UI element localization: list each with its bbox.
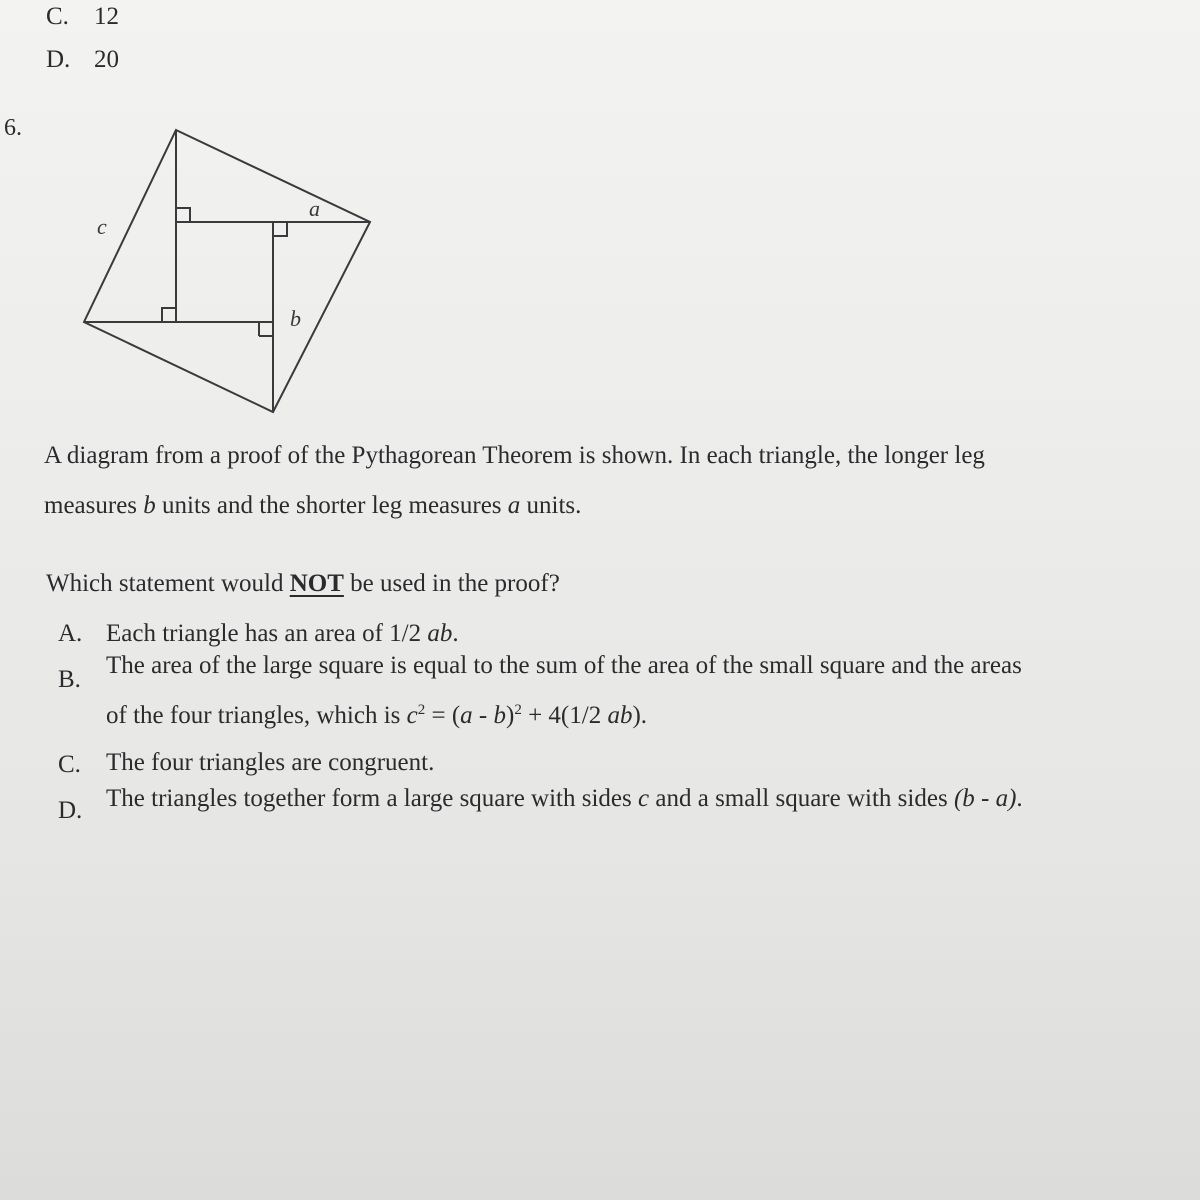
formula-text: + 4(1/2 (521, 702, 608, 729)
option-b-line-2 (106, 702, 647, 730)
option-text: . (452, 620, 459, 647)
option-text: and a small square with sides (649, 785, 954, 812)
var-c: c (406, 702, 418, 729)
formula-text: - (472, 702, 494, 729)
right-angle-mark (176, 208, 190, 222)
formula-text: ) (506, 702, 515, 729)
intro-text: units. (520, 492, 582, 519)
question-number: 6. (4, 115, 22, 141)
label-a: a (309, 196, 320, 221)
option-letter-c: C. (58, 751, 81, 778)
prompt-emphasis: NOT (289, 570, 344, 597)
option-text: of the four triangles, which is (106, 702, 407, 729)
var-ab: ab (427, 620, 453, 647)
option-text: Each triangle has an area of 1/2 (106, 620, 428, 647)
intro-text: units and the shorter leg measures (155, 492, 508, 519)
option-letter: D. (46, 46, 71, 73)
formula-text: ). (632, 702, 648, 729)
intro-line-1: A diagram from a proof of the Pythagorean Theorem is shown. In each triangle, the longer leg (44, 442, 985, 469)
label-b: b (290, 306, 301, 331)
option-b-line-1: The area of the large square is equal to the sum of the area of the small square and the areas (106, 652, 1022, 679)
var-ab: ab (607, 702, 633, 729)
option-letter: C. (46, 3, 69, 30)
label-c: c (97, 214, 107, 239)
var-a: a (507, 492, 521, 519)
option-text: The triangles together form a large square with sides (106, 785, 639, 812)
var-a: a (460, 702, 473, 729)
prompt-text: Which statement would (46, 570, 290, 597)
exponent: 2 (514, 702, 522, 718)
pythagorean-diagram (0, 0, 1200, 440)
intro-text: measures (44, 492, 144, 519)
option-letter-b: B. (58, 666, 81, 693)
right-angle-mark (273, 222, 287, 236)
var-b: b (143, 492, 156, 519)
option-c: The four triangles are congruent. (106, 749, 435, 776)
intro-line-2 (44, 493, 581, 518)
formula-text: = ( (425, 702, 461, 729)
var-c: c (638, 785, 650, 812)
prompt-text: be used in the proof? (343, 570, 560, 597)
option-a (106, 620, 459, 648)
exponent: 2 (417, 702, 426, 718)
var-b: b (493, 702, 506, 729)
expr-b-minus-a: (b - a) (953, 785, 1017, 812)
option-letter-a: A. (58, 620, 83, 647)
option-text: . (1016, 785, 1023, 812)
option-text: 12 (94, 3, 119, 30)
option-text: 20 (94, 46, 119, 73)
option-letter-d: D. (58, 797, 83, 824)
option-d (106, 785, 1023, 813)
large-square (84, 130, 370, 412)
right-angle-mark (162, 308, 176, 322)
question-prompt (46, 571, 560, 596)
